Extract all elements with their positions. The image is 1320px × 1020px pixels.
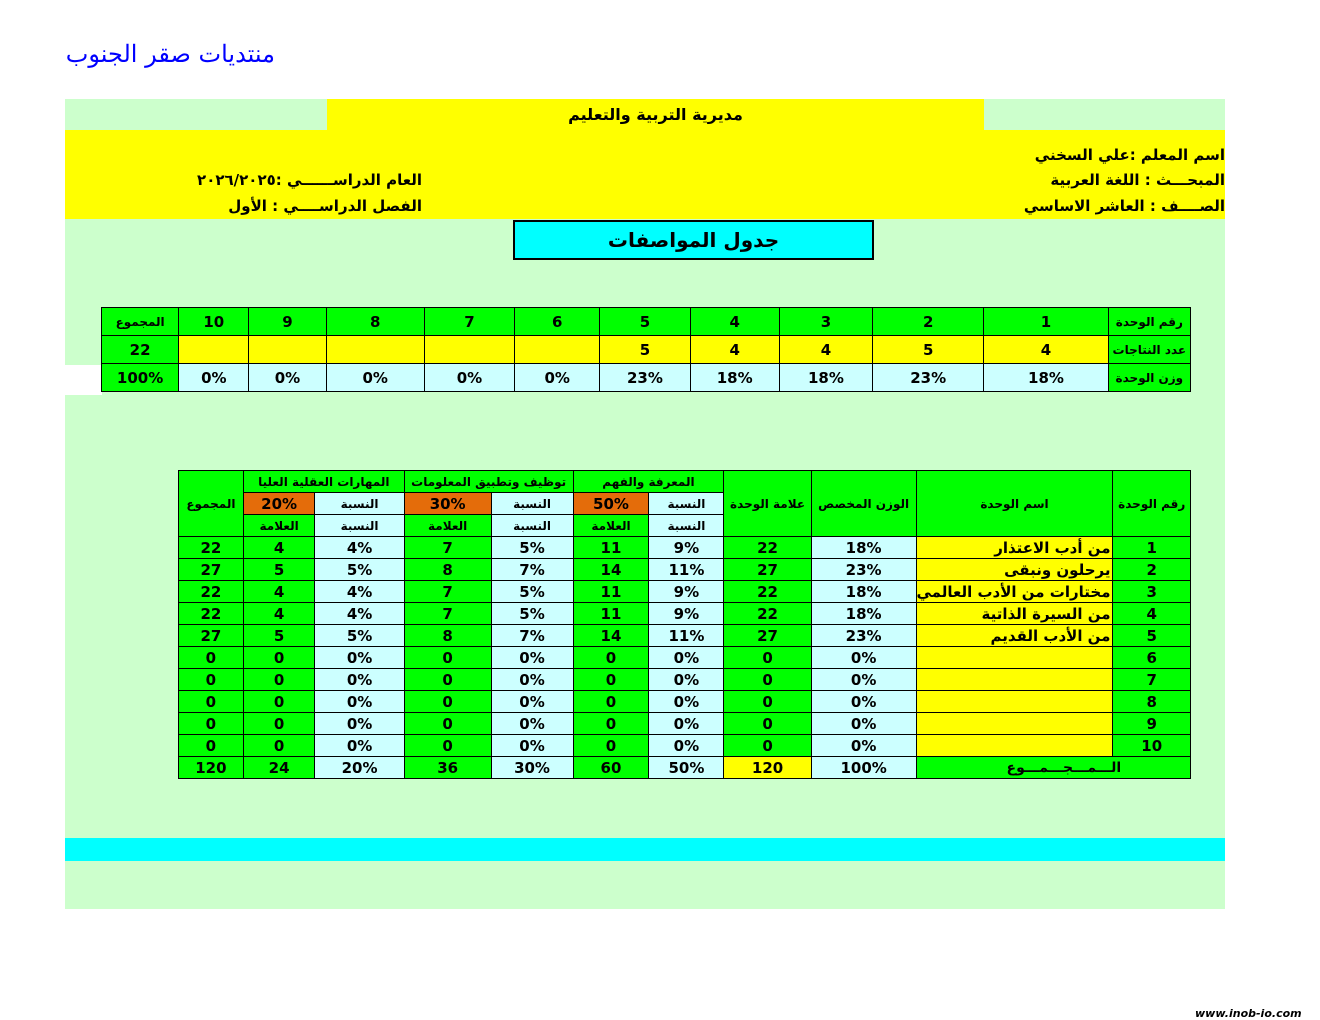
- outcomes-cell: 4: [984, 336, 1108, 364]
- cell-h-mark: 0: [243, 647, 315, 669]
- total-label: المجموع: [102, 308, 179, 336]
- cell-h-pct: 0%: [315, 713, 404, 735]
- cell-mark: 0: [724, 735, 811, 757]
- cell-k-mark: 0: [573, 713, 649, 735]
- cell-a-pct: 7%: [491, 625, 573, 647]
- units-summary-table: [101, 307, 1191, 392]
- cell-name: [916, 713, 1113, 735]
- spec-table-title: جدول المواصفات: [513, 220, 874, 260]
- cell-weight: 18%: [811, 603, 916, 625]
- cell-total: 0: [179, 669, 244, 691]
- cell-h-mark: 0: [243, 669, 315, 691]
- table-row: [179, 735, 1191, 757]
- application-mark-total: 36: [404, 757, 491, 779]
- white-strip: [65, 365, 102, 395]
- cell-k-pct: 0%: [649, 713, 724, 735]
- weight-header: الوزن المخصص: [811, 471, 916, 537]
- unit-number: 5: [600, 308, 690, 336]
- cell-a-mark: 8: [404, 559, 491, 581]
- cell-total: 27: [179, 625, 244, 647]
- cell-h-pct: 4%: [315, 537, 404, 559]
- cell-h-pct: 5%: [315, 625, 404, 647]
- cell-h-mark: 0: [243, 735, 315, 757]
- cell-no: 9: [1113, 713, 1191, 735]
- cell-a-mark: 0: [404, 713, 491, 735]
- cell-a-mark: 7: [404, 537, 491, 559]
- unit-number: 2: [873, 308, 984, 336]
- table-row: [179, 625, 1191, 647]
- cell-a-mark: 7: [404, 581, 491, 603]
- unit-number: 3: [779, 308, 872, 336]
- cell-h-mark: 0: [243, 713, 315, 735]
- application-percent: 30%: [404, 493, 491, 515]
- ratio-subheader: النسبة: [649, 515, 724, 537]
- unit-number: 10: [179, 308, 249, 336]
- higher-mark-total: 24: [243, 757, 315, 779]
- unit-number: 8: [326, 308, 424, 336]
- outcomes-cell: [326, 336, 424, 364]
- cell-h-pct: 0%: [315, 669, 404, 691]
- cell-no: 5: [1113, 625, 1191, 647]
- cell-weight: 18%: [811, 537, 916, 559]
- cell-mark: 22: [724, 603, 811, 625]
- unit-number: 6: [515, 308, 600, 336]
- unit-name-header: اسم الوحدة: [916, 471, 1113, 537]
- subject-name: المبحـــث : اللغة العربية: [1050, 171, 1225, 189]
- teacher-name: اسم المعلم :علي السخني: [1034, 146, 1225, 164]
- cell-name: [916, 669, 1113, 691]
- cell-mark: 0: [724, 669, 811, 691]
- cell-h-pct: 0%: [315, 735, 404, 757]
- cell-a-pct: 7%: [491, 559, 573, 581]
- cell-a-pct: 0%: [491, 647, 573, 669]
- unit-number: 9: [249, 308, 326, 336]
- table-row: [179, 691, 1191, 713]
- cell-h-mark: 4: [243, 581, 315, 603]
- unit-number-header: رقم الوحدة: [1113, 471, 1191, 537]
- knowledge-percent: 50%: [573, 493, 649, 515]
- knowledge-pct-total: 50%: [649, 757, 724, 779]
- bottom-strip: [65, 838, 1225, 861]
- cell-a-mark: 8: [404, 625, 491, 647]
- ratio-header: النسبة: [491, 493, 573, 515]
- table-row: [179, 713, 1191, 735]
- grand-total: 120: [179, 757, 244, 779]
- outcomes-cell: [249, 336, 326, 364]
- cell-a-mark: 0: [404, 669, 491, 691]
- outcomes-cell: 5: [600, 336, 690, 364]
- cell-total: 0: [179, 691, 244, 713]
- cell-total: 0: [179, 647, 244, 669]
- weight-label: وزن الوحدة: [1108, 364, 1190, 392]
- ratio-subheader: النسبة: [491, 515, 573, 537]
- weight-cell: 0%: [179, 364, 249, 392]
- table-row: [179, 537, 1191, 559]
- mark-subheader: العلامة: [573, 515, 649, 537]
- grade-name: الصــــف : العاشر الاساسي: [1023, 197, 1225, 215]
- cell-total: 0: [179, 713, 244, 735]
- cell-name: من السيرة الذاتية: [916, 603, 1113, 625]
- cell-k-mark: 11: [573, 581, 649, 603]
- cell-a-pct: 5%: [491, 581, 573, 603]
- cell-a-pct: 0%: [491, 669, 573, 691]
- ratio-header: النسبة: [315, 493, 404, 515]
- unit-mark-header: علامة الوحدة: [724, 471, 811, 537]
- cell-k-pct: 0%: [649, 735, 724, 757]
- cell-no: 4: [1113, 603, 1191, 625]
- cell-weight: 0%: [811, 735, 916, 757]
- total-outcomes: 22: [102, 336, 179, 364]
- specification-table: [178, 470, 1191, 779]
- weight-total: 100%: [811, 757, 916, 779]
- cell-no: 1: [1113, 537, 1191, 559]
- cell-mark: 0: [724, 647, 811, 669]
- total-weight: 100%: [102, 364, 179, 392]
- cell-h-pct: 4%: [315, 603, 404, 625]
- semester: الفصل الدراســــي : الأول: [228, 197, 422, 215]
- cell-no: 6: [1113, 647, 1191, 669]
- outcomes-cell: [424, 336, 514, 364]
- weight-cell: 18%: [984, 364, 1108, 392]
- directorate-title: مديرية التربية والتعليم: [327, 99, 984, 130]
- cell-a-pct: 0%: [491, 735, 573, 757]
- weight-cell: 23%: [600, 364, 690, 392]
- weight-cell: 18%: [690, 364, 779, 392]
- outcomes-cell: 5: [873, 336, 984, 364]
- unit-mark-total: 120: [724, 757, 811, 779]
- total-header: المجموع: [179, 471, 244, 537]
- cell-name: [916, 647, 1113, 669]
- cell-mark: 22: [724, 537, 811, 559]
- cell-a-pct: 0%: [491, 691, 573, 713]
- weight-cell: 0%: [326, 364, 424, 392]
- table-row: [179, 603, 1191, 625]
- knowledge-mark-total: 60: [573, 757, 649, 779]
- footer-watermark: www.inob-io.com: [1195, 1007, 1302, 1020]
- cell-name: [916, 691, 1113, 713]
- cell-weight: 0%: [811, 647, 916, 669]
- unit-number: 4: [690, 308, 779, 336]
- higher-skills-header: المهارات العقلية العليا: [243, 471, 404, 493]
- cell-k-mark: 14: [573, 559, 649, 581]
- cell-total: 22: [179, 537, 244, 559]
- cell-k-mark: 0: [573, 669, 649, 691]
- cell-no: 2: [1113, 559, 1191, 581]
- cell-k-mark: 11: [573, 603, 649, 625]
- cell-a-pct: 5%: [491, 537, 573, 559]
- cell-name: مختارات من الأدب العالمي: [916, 581, 1113, 603]
- application-pct-total: 30%: [491, 757, 573, 779]
- higher-skills-percent: 20%: [243, 493, 315, 515]
- cell-mark: 27: [724, 625, 811, 647]
- cell-weight: 23%: [811, 559, 916, 581]
- cell-k-pct: 9%: [649, 581, 724, 603]
- cell-h-mark: 5: [243, 625, 315, 647]
- cell-mark: 0: [724, 713, 811, 735]
- ratio-subheader: النسبة: [315, 515, 404, 537]
- table-row: [179, 669, 1191, 691]
- cell-no: 3: [1113, 581, 1191, 603]
- application-header: توظيف وتطبيق المعلومات: [404, 471, 573, 493]
- cell-a-mark: 0: [404, 691, 491, 713]
- mark-subheader: العلامة: [243, 515, 315, 537]
- cell-a-mark: 0: [404, 647, 491, 669]
- weight-cell: 0%: [424, 364, 514, 392]
- cell-name: يرحلون ونبقى: [916, 559, 1113, 581]
- cell-weight: 23%: [811, 625, 916, 647]
- cell-no: 8: [1113, 691, 1191, 713]
- weight-cell: 0%: [515, 364, 600, 392]
- cell-weight: 0%: [811, 691, 916, 713]
- cell-k-pct: 11%: [649, 559, 724, 581]
- table-row: [179, 559, 1191, 581]
- cell-k-mark: 0: [573, 691, 649, 713]
- cell-weight: 0%: [811, 669, 916, 691]
- cell-name: من أدب الاعتذار: [916, 537, 1113, 559]
- cell-total: 27: [179, 559, 244, 581]
- cell-name: [916, 735, 1113, 757]
- cell-h-mark: 5: [243, 559, 315, 581]
- cell-mark: 22: [724, 581, 811, 603]
- cell-h-mark: 0: [243, 691, 315, 713]
- cell-mark: 27: [724, 559, 811, 581]
- cell-total: 0: [179, 735, 244, 757]
- outcomes-label: عدد النتاجات: [1108, 336, 1190, 364]
- ratio-header: النسبة: [649, 493, 724, 515]
- unit-number: 1: [984, 308, 1108, 336]
- cell-h-pct: 4%: [315, 581, 404, 603]
- outcomes-cell: 4: [690, 336, 779, 364]
- higher-pct-total: 20%: [315, 757, 404, 779]
- cell-a-mark: 0: [404, 735, 491, 757]
- weight-cell: 18%: [779, 364, 872, 392]
- table-row: [179, 581, 1191, 603]
- cell-total: 22: [179, 603, 244, 625]
- cell-k-pct: 0%: [649, 691, 724, 713]
- academic-year: العام الدراســــــي :٢٠٢٦/٢٠٢٥: [197, 171, 422, 189]
- cell-k-pct: 11%: [649, 625, 724, 647]
- weight-cell: 0%: [249, 364, 326, 392]
- cell-k-pct: 9%: [649, 537, 724, 559]
- cell-total: 22: [179, 581, 244, 603]
- cell-h-mark: 4: [243, 537, 315, 559]
- cell-mark: 0: [724, 691, 811, 713]
- site-title: منتديات صقر الجنوب: [65, 40, 275, 68]
- cell-k-pct: 9%: [649, 603, 724, 625]
- cell-no: 10: [1113, 735, 1191, 757]
- cell-h-mark: 4: [243, 603, 315, 625]
- cell-k-pct: 0%: [649, 669, 724, 691]
- mark-subheader: العلامة: [404, 515, 491, 537]
- cell-a-mark: 7: [404, 603, 491, 625]
- unit-number: 7: [424, 308, 514, 336]
- table-row: [179, 647, 1191, 669]
- outcomes-cell: [179, 336, 249, 364]
- knowledge-header: المعرفة والفهم: [573, 471, 724, 493]
- cell-h-pct: 0%: [315, 691, 404, 713]
- cell-k-mark: 11: [573, 537, 649, 559]
- unit-number-label: رقم الوحدة: [1108, 308, 1190, 336]
- cell-weight: 0%: [811, 713, 916, 735]
- outcomes-cell: 4: [779, 336, 872, 364]
- cell-a-pct: 0%: [491, 713, 573, 735]
- cell-no: 7: [1113, 669, 1191, 691]
- outcomes-cell: [515, 336, 600, 364]
- weight-cell: 23%: [873, 364, 984, 392]
- totals-label: الـــمـــجـــمـــوع: [916, 757, 1191, 779]
- cell-k-mark: 0: [573, 735, 649, 757]
- cell-name: من الأدب القديم: [916, 625, 1113, 647]
- cell-k-mark: 0: [573, 647, 649, 669]
- cell-k-mark: 14: [573, 625, 649, 647]
- cell-weight: 18%: [811, 581, 916, 603]
- cell-h-pct: 5%: [315, 559, 404, 581]
- cell-a-pct: 5%: [491, 603, 573, 625]
- cell-h-pct: 0%: [315, 647, 404, 669]
- cell-k-pct: 0%: [649, 647, 724, 669]
